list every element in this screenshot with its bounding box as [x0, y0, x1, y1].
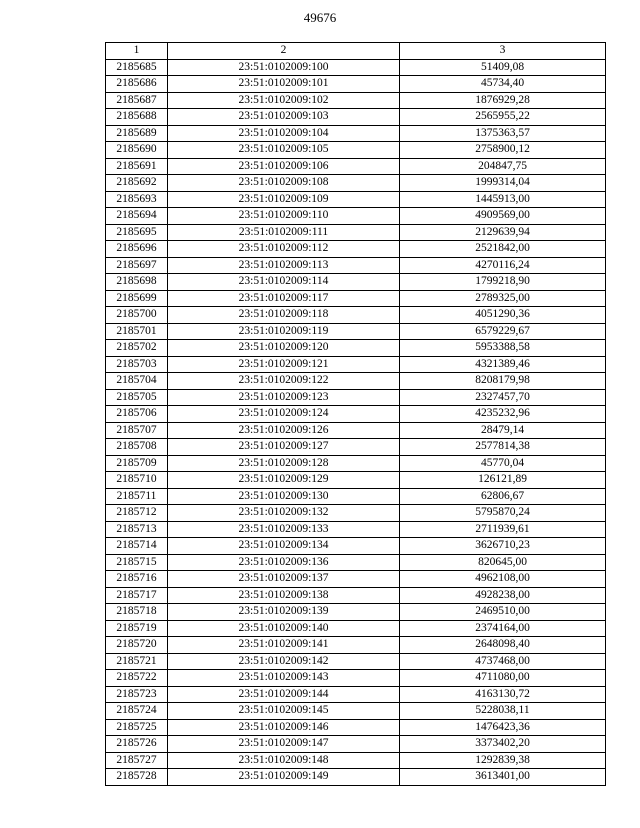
cadastral-number-cell: 23:51:0102009:110 [168, 208, 400, 225]
cadastral-number-cell: 23:51:0102009:101 [168, 76, 400, 93]
cadastral-number-cell: 23:51:0102009:113 [168, 257, 400, 274]
value-cell: 4737468,00 [400, 653, 606, 670]
value-cell: 4909569,00 [400, 208, 606, 225]
table-row [106, 719, 606, 736]
column-header-2: 2 [168, 43, 400, 60]
value-cell: 2758900,12 [400, 142, 606, 159]
value-cell: 51409,08 [400, 59, 606, 76]
cadastral-number-cell: 23:51:0102009:100 [168, 59, 400, 76]
page-number: 49676 [303, 10, 337, 25]
row-number-cell: 2185713 [106, 521, 168, 538]
table-header-row [106, 43, 606, 60]
table-row [106, 703, 606, 720]
value-cell: 2711939,61 [400, 521, 606, 538]
table-row [106, 488, 606, 505]
value-cell: 3613401,00 [400, 769, 606, 786]
data-table [105, 42, 606, 786]
cadastral-number-cell: 23:51:0102009:108 [168, 175, 400, 192]
row-number-cell: 2185723 [106, 686, 168, 703]
row-number-cell: 2185702 [106, 340, 168, 357]
value-cell: 820645,00 [400, 554, 606, 571]
value-cell: 2374164,00 [400, 620, 606, 637]
cadastral-number-cell: 23:51:0102009:147 [168, 736, 400, 753]
row-number-cell: 2185700 [106, 307, 168, 324]
table-row [106, 125, 606, 142]
cadastral-number-cell: 23:51:0102009:106 [168, 158, 400, 175]
row-number-cell: 2185720 [106, 637, 168, 654]
cadastral-number-cell: 23:51:0102009:136 [168, 554, 400, 571]
value-cell: 1476423,36 [400, 719, 606, 736]
table-row [106, 538, 606, 555]
row-number-cell: 2185706 [106, 406, 168, 423]
cadastral-number-cell: 23:51:0102009:143 [168, 670, 400, 687]
row-number-cell: 2185703 [106, 356, 168, 373]
table-row [106, 290, 606, 307]
row-number-cell: 2185716 [106, 571, 168, 588]
row-number-cell: 2185686 [106, 76, 168, 93]
cadastral-number-cell: 23:51:0102009:104 [168, 125, 400, 142]
table-row [106, 142, 606, 159]
row-number-cell: 2185691 [106, 158, 168, 175]
value-cell: 3626710,23 [400, 538, 606, 555]
value-cell: 4270116,24 [400, 257, 606, 274]
row-number-cell: 2185690 [106, 142, 168, 159]
value-cell: 204847,75 [400, 158, 606, 175]
table-body [106, 59, 606, 785]
cadastral-number-cell: 23:51:0102009:148 [168, 752, 400, 769]
cadastral-number-cell: 23:51:0102009:138 [168, 587, 400, 604]
table-row [106, 736, 606, 753]
cadastral-number-cell: 23:51:0102009:124 [168, 406, 400, 423]
row-number-cell: 2185689 [106, 125, 168, 142]
value-cell: 3373402,20 [400, 736, 606, 753]
cadastral-number-cell: 23:51:0102009:122 [168, 373, 400, 390]
value-cell: 2565955,22 [400, 109, 606, 126]
value-cell: 1292839,38 [400, 752, 606, 769]
table-row [106, 670, 606, 687]
value-cell: 1375363,57 [400, 125, 606, 142]
table-row [106, 76, 606, 93]
cadastral-number-cell: 23:51:0102009:117 [168, 290, 400, 307]
row-number-cell: 2185705 [106, 389, 168, 406]
cadastral-number-cell: 23:51:0102009:114 [168, 274, 400, 291]
value-cell: 2521842,00 [400, 241, 606, 258]
value-cell: 4321389,46 [400, 356, 606, 373]
table-row [106, 208, 606, 225]
table-row [106, 752, 606, 769]
table-row [106, 307, 606, 324]
table-row [106, 109, 606, 126]
value-cell: 2327457,70 [400, 389, 606, 406]
cadastral-number-cell: 23:51:0102009:144 [168, 686, 400, 703]
cadastral-number-cell: 23:51:0102009:112 [168, 241, 400, 258]
table-row [106, 340, 606, 357]
value-cell: 8208179,98 [400, 373, 606, 390]
column-header-1: 1 [106, 43, 168, 60]
table-row [106, 373, 606, 390]
value-cell: 4711080,00 [400, 670, 606, 687]
value-cell: 45734,40 [400, 76, 606, 93]
cadastral-number-cell: 23:51:0102009:105 [168, 142, 400, 159]
row-number-cell: 2185714 [106, 538, 168, 555]
cadastral-number-cell: 23:51:0102009:129 [168, 472, 400, 489]
row-number-cell: 2185710 [106, 472, 168, 489]
row-number-cell: 2185728 [106, 769, 168, 786]
value-cell: 4163130,72 [400, 686, 606, 703]
row-number-cell: 2185708 [106, 439, 168, 456]
row-number-cell: 2185693 [106, 191, 168, 208]
row-number-cell: 2185688 [106, 109, 168, 126]
row-number-cell: 2185722 [106, 670, 168, 687]
cadastral-number-cell: 23:51:0102009:149 [168, 769, 400, 786]
cadastral-number-cell: 23:51:0102009:139 [168, 604, 400, 621]
table-row [106, 59, 606, 76]
value-cell: 4928238,00 [400, 587, 606, 604]
row-number-cell: 2185717 [106, 587, 168, 604]
cadastral-number-cell: 23:51:0102009:111 [168, 224, 400, 241]
row-number-cell: 2185701 [106, 323, 168, 340]
table-row [106, 241, 606, 258]
value-cell: 126121,89 [400, 472, 606, 489]
cadastral-number-cell: 23:51:0102009:102 [168, 92, 400, 109]
value-cell: 1799218,90 [400, 274, 606, 291]
table-row [106, 175, 606, 192]
cadastral-number-cell: 23:51:0102009:145 [168, 703, 400, 720]
cadastral-number-cell: 23:51:0102009:141 [168, 637, 400, 654]
column-header-3: 3 [400, 43, 606, 60]
value-cell: 2789325,00 [400, 290, 606, 307]
table-row [106, 422, 606, 439]
value-cell: 45770,04 [400, 455, 606, 472]
cadastral-number-cell: 23:51:0102009:127 [168, 439, 400, 456]
value-cell: 1999314,04 [400, 175, 606, 192]
value-cell: 4962108,00 [400, 571, 606, 588]
value-cell: 6579229,67 [400, 323, 606, 340]
row-number-cell: 2185721 [106, 653, 168, 670]
row-number-cell: 2185685 [106, 59, 168, 76]
row-number-cell: 2185718 [106, 604, 168, 621]
cadastral-number-cell: 23:51:0102009:118 [168, 307, 400, 324]
table-row [106, 323, 606, 340]
cadastral-number-cell: 23:51:0102009:109 [168, 191, 400, 208]
row-number-cell: 2185697 [106, 257, 168, 274]
table-row [106, 653, 606, 670]
cadastral-number-cell: 23:51:0102009:130 [168, 488, 400, 505]
cadastral-number-cell: 23:51:0102009:134 [168, 538, 400, 555]
cadastral-number-cell: 23:51:0102009:142 [168, 653, 400, 670]
table-row [106, 554, 606, 571]
table-row [106, 92, 606, 109]
row-number-cell: 2185709 [106, 455, 168, 472]
table-row [106, 406, 606, 423]
value-cell: 5228038,11 [400, 703, 606, 720]
row-number-cell: 2185727 [106, 752, 168, 769]
cadastral-number-cell: 23:51:0102009:140 [168, 620, 400, 637]
value-cell: 1445913,00 [400, 191, 606, 208]
row-number-cell: 2185711 [106, 488, 168, 505]
row-number-cell: 2185719 [106, 620, 168, 637]
table-row [106, 769, 606, 786]
table-row [106, 356, 606, 373]
cadastral-number-cell: 23:51:0102009:132 [168, 505, 400, 522]
cadastral-number-cell: 23:51:0102009:126 [168, 422, 400, 439]
row-number-cell: 2185726 [106, 736, 168, 753]
cadastral-number-cell: 23:51:0102009:146 [168, 719, 400, 736]
table-row [106, 224, 606, 241]
table-row [106, 521, 606, 538]
value-cell: 28479,14 [400, 422, 606, 439]
value-cell: 2129639,94 [400, 224, 606, 241]
value-cell: 2648098,40 [400, 637, 606, 654]
table-row [106, 274, 606, 291]
table-row [106, 571, 606, 588]
row-number-cell: 2185724 [106, 703, 168, 720]
row-number-cell: 2185687 [106, 92, 168, 109]
table-row [106, 686, 606, 703]
value-cell: 2577814,38 [400, 439, 606, 456]
row-number-cell: 2185712 [106, 505, 168, 522]
table-row [106, 455, 606, 472]
row-number-cell: 2185715 [106, 554, 168, 571]
row-number-cell: 2185698 [106, 274, 168, 291]
value-cell: 5795870,24 [400, 505, 606, 522]
table-row [106, 472, 606, 489]
table-row [106, 439, 606, 456]
row-number-cell: 2185707 [106, 422, 168, 439]
row-number-cell: 2185696 [106, 241, 168, 258]
cadastral-number-cell: 23:51:0102009:128 [168, 455, 400, 472]
row-number-cell: 2185725 [106, 719, 168, 736]
table-row [106, 637, 606, 654]
cadastral-number-cell: 23:51:0102009:123 [168, 389, 400, 406]
table-row [106, 587, 606, 604]
cadastral-number-cell: 23:51:0102009:137 [168, 571, 400, 588]
cadastral-number-cell: 23:51:0102009:120 [168, 340, 400, 357]
row-number-cell: 2185694 [106, 208, 168, 225]
table-row [106, 389, 606, 406]
row-number-cell: 2185699 [106, 290, 168, 307]
value-cell: 5953388,58 [400, 340, 606, 357]
row-number-cell: 2185695 [106, 224, 168, 241]
value-cell: 2469510,00 [400, 604, 606, 621]
table-row [106, 191, 606, 208]
cadastral-number-cell: 23:51:0102009:119 [168, 323, 400, 340]
table-row [106, 505, 606, 522]
value-cell: 4235232,96 [400, 406, 606, 423]
table-row [106, 620, 606, 637]
value-cell: 4051290,36 [400, 307, 606, 324]
cadastral-number-cell: 23:51:0102009:121 [168, 356, 400, 373]
row-number-cell: 2185692 [106, 175, 168, 192]
table-row [106, 604, 606, 621]
row-number-cell: 2185704 [106, 373, 168, 390]
value-cell: 1876929,28 [400, 92, 606, 109]
cadastral-number-cell: 23:51:0102009:133 [168, 521, 400, 538]
value-cell: 62806,67 [400, 488, 606, 505]
table-row [106, 257, 606, 274]
table-row [106, 158, 606, 175]
cadastral-number-cell: 23:51:0102009:103 [168, 109, 400, 126]
